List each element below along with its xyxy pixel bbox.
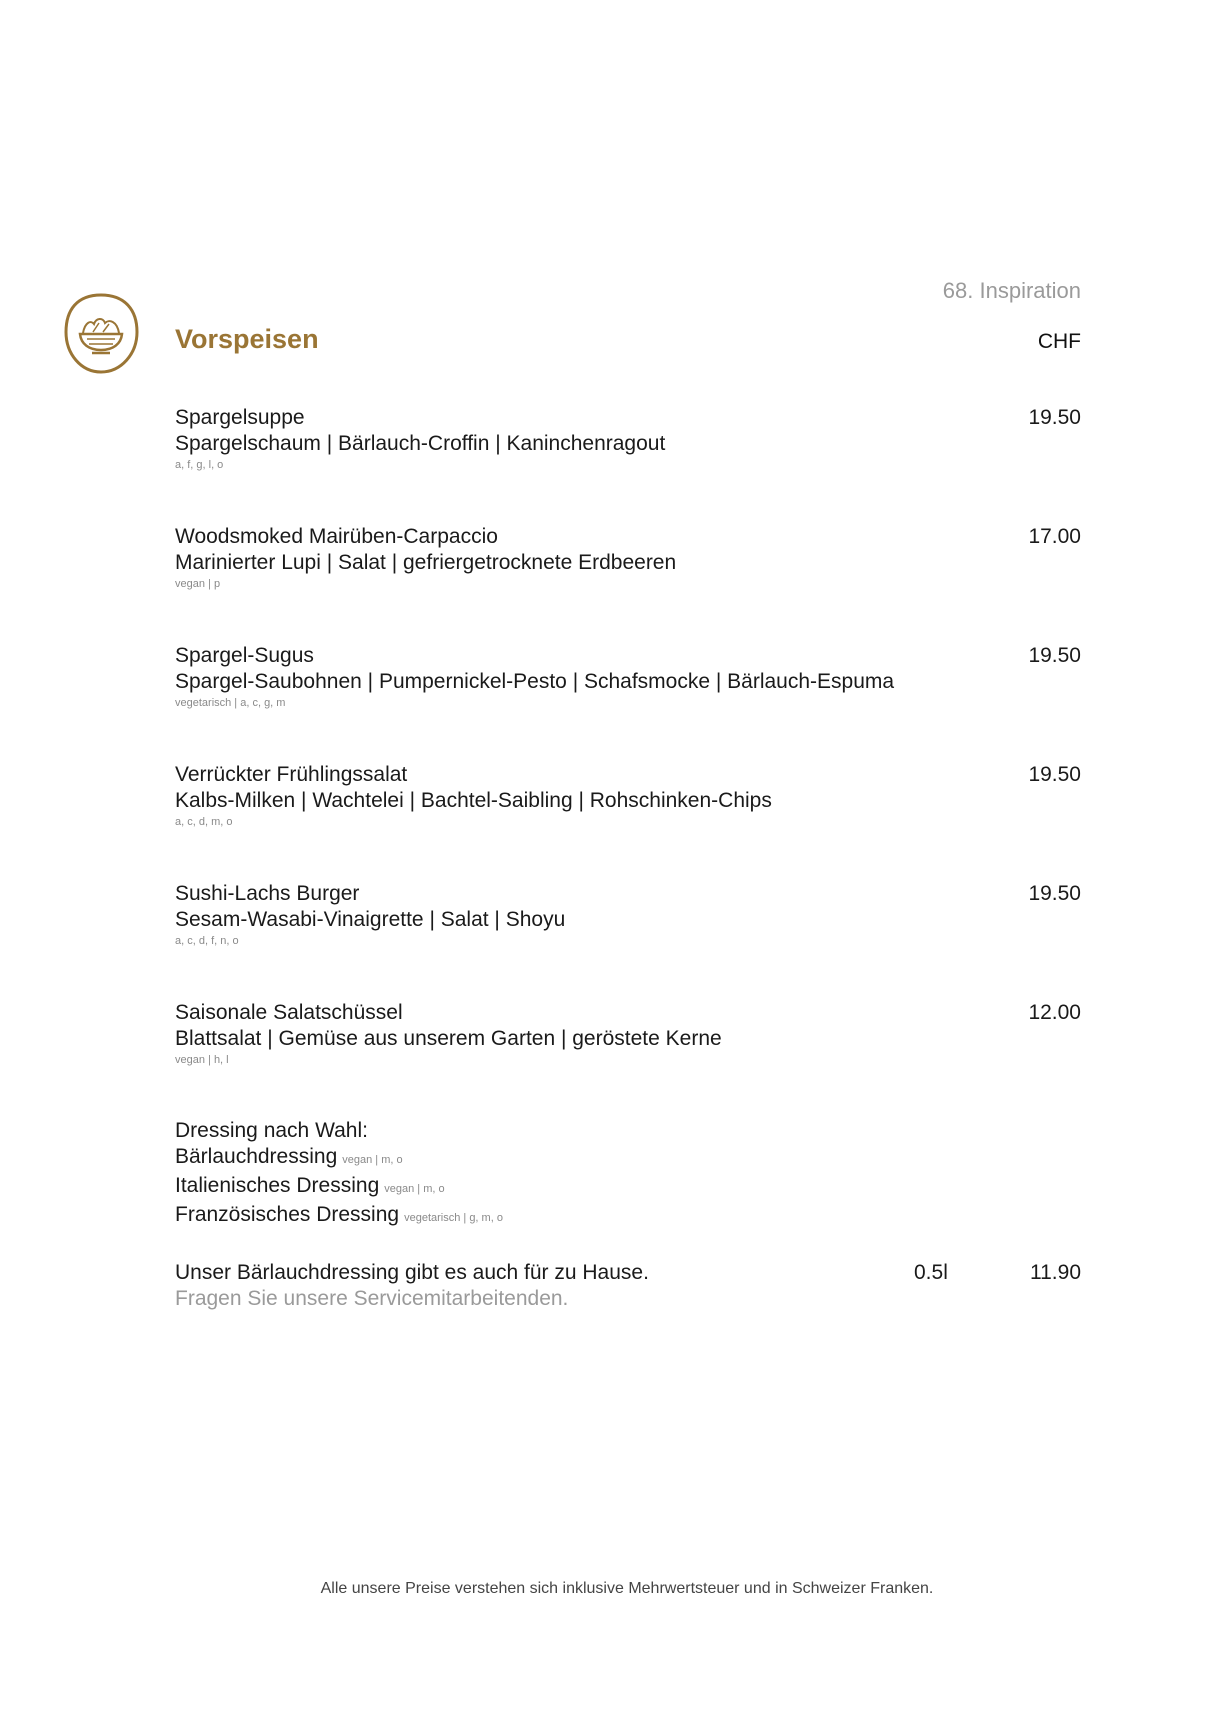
item-name: Spargel-Sugus [175, 644, 314, 667]
item-name: Saisonale Salatschüssel [175, 1001, 403, 1024]
item-allergens: a, f, g, l, o [175, 459, 224, 471]
item-description: Sesam-Wasabi-Vinaigrette | Salat | Shoyu [175, 908, 566, 931]
dressing-tag: vegetarisch | g, m, o [404, 1212, 503, 1224]
dressing-option [175, 1202, 1081, 1231]
edition-label: 68. Inspiration [942, 278, 1081, 303]
menu-item [175, 762, 1081, 829]
item-description: Spargel-Saubohnen | Pumpernickel-Pesto | Schafsmocke | Bärlauch-Espuma [175, 670, 895, 693]
item-price: 19.50 [1028, 763, 1081, 786]
item-name: Spargelsuppe [175, 406, 305, 429]
menu-item [175, 881, 1081, 948]
item-price: 19.50 [1028, 882, 1081, 905]
item-name: Woodsmoked Mairüben-Carpaccio [175, 525, 498, 548]
dressing-heading: Dressing nach Wahl: [175, 1119, 368, 1142]
take-home-price: 11.90 [1030, 1261, 1081, 1284]
item-allergens: vegan | h, l [175, 1054, 229, 1066]
menu-item [175, 405, 1081, 472]
take-home-text: Unser Bärlauchdressing gibt es auch für zu Hause. [175, 1261, 649, 1284]
dressing-section [175, 1118, 1081, 1231]
menu-item [175, 643, 1081, 710]
dressing-name: Französisches Dressing [175, 1203, 400, 1226]
menu-item [175, 1000, 1081, 1067]
dressing-name: Bärlauchdressing [175, 1145, 338, 1168]
item-description: Kalbs-Milken | Wachtelei | Bachtel-Saibling | Rohschinken-Chips [175, 789, 772, 812]
item-price: 19.50 [1028, 644, 1081, 667]
item-description: Blattsalat | Gemüse aus unserem Garten | geröstete Kerne [175, 1027, 722, 1050]
item-allergens: a, c, d, m, o [175, 816, 233, 828]
item-allergens: vegetarisch | a, c, g, m [175, 697, 286, 709]
item-description: Marinierter Lupi | Salat | gefriergetrocknete Erdbeeren [175, 551, 677, 574]
currency-header: CHF [1037, 330, 1081, 353]
item-price: 19.50 [1028, 406, 1081, 429]
dressing-name: Italienisches Dressing [175, 1174, 380, 1197]
take-home-offer [175, 1260, 1081, 1312]
section-title: Vorspeisen [175, 324, 319, 354]
dressing-tag: vegan | m, o [384, 1183, 445, 1195]
dressing-tag: vegan | m, o [342, 1154, 403, 1166]
take-home-note: Fragen Sie unsere Servicemitarbeitenden. [175, 1287, 569, 1310]
take-home-volume: 0.5l [914, 1261, 948, 1284]
item-description: Spargelschaum | Bärlauch-Croffin | Kaninchenragout [175, 432, 666, 455]
dressing-option [175, 1144, 1081, 1173]
item-price: 12.00 [1028, 1001, 1081, 1024]
item-allergens: a, c, d, f, n, o [175, 935, 239, 947]
item-price: 17.00 [1028, 525, 1081, 548]
price-disclaimer: Alle unsere Preise verstehen sich inklusive Mehrwertsteuer und in Schweizer Franken. [320, 1580, 934, 1597]
item-name: Verrückter Frühlingssalat [175, 763, 408, 786]
item-allergens: vegan | p [175, 578, 221, 590]
dressing-option [175, 1173, 1081, 1202]
menu-item [175, 524, 1081, 591]
item-name: Sushi-Lachs Burger [175, 882, 360, 905]
